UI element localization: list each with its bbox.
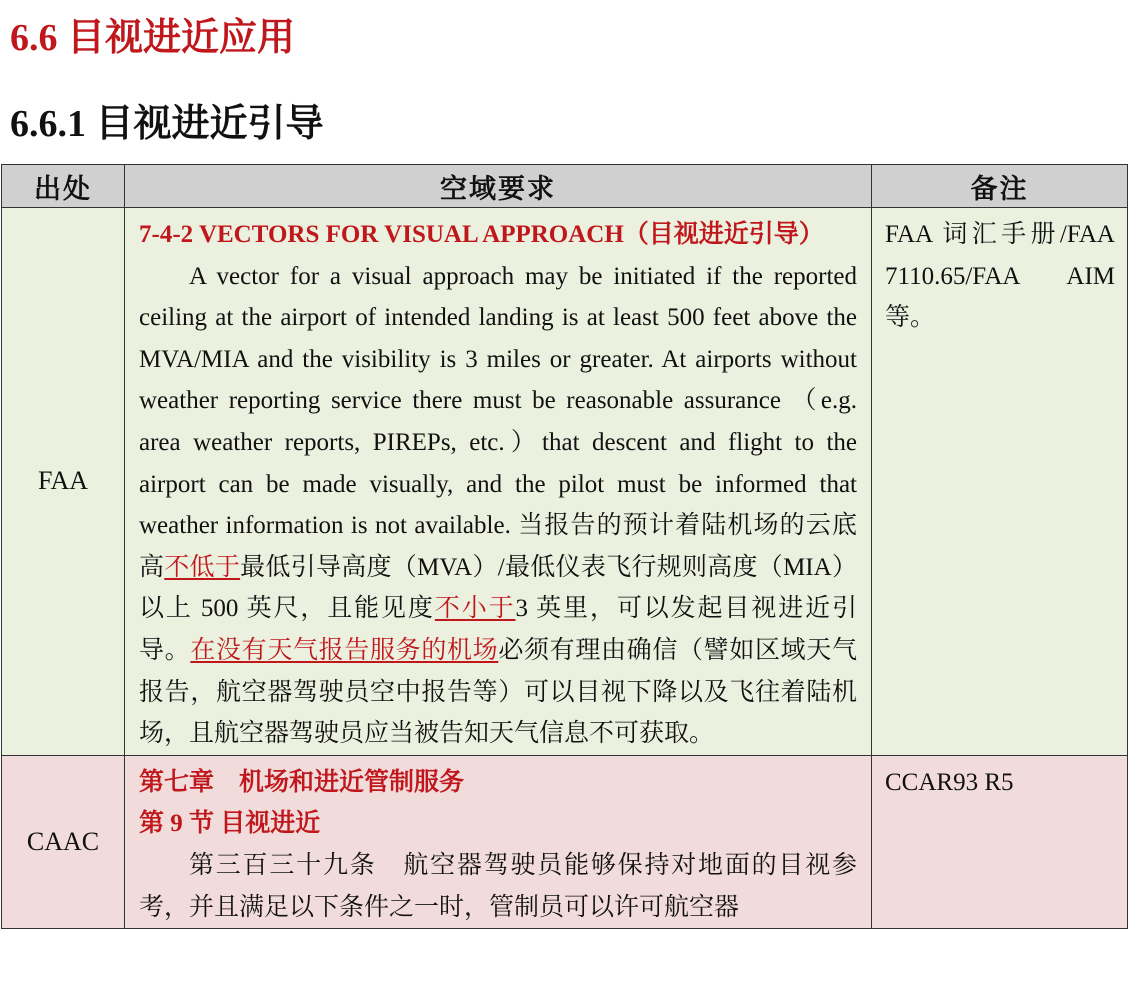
caac-requirement-text: 第三百三十九条 航空器驾驶员能够保持对地面的目视参考，并且满足以下条件之一时，管制员可以许可航空器	[139, 851, 857, 921]
caac-chapter-title: 第七章 机场和进近管制服务	[139, 768, 465, 796]
header-remarks: 备注	[872, 165, 1128, 208]
faa-chinese-text-1: 当报告的预计着陆机场的云底高	[139, 512, 857, 581]
faa-chinese-text-3: 3 英里，可以发起目视进近引导。	[139, 595, 857, 664]
requirements-table	[1, 164, 1128, 929]
faa-requirement-title: 7-4-2 VECTORS FOR VISUAL APPROACH（目视进近引导）	[139, 221, 824, 248]
header-source: 出处	[2, 165, 125, 208]
faa-highlight-no-weather-service: 在没有天气报告服务的机场	[190, 636, 499, 664]
source-cell-caac: CAAC	[2, 755, 125, 928]
table-header-row	[2, 165, 1128, 208]
subsection-title: 6.6.1 目视进近引导	[10, 103, 324, 145]
requirement-cell-caac	[125, 755, 872, 928]
remarks-cell-caac: CCAR93 R5	[872, 755, 1128, 928]
caac-section-title: 第 9 节 目视进近	[139, 810, 321, 838]
header-requirement: 空域要求	[125, 165, 872, 208]
faa-chinese-text-2: 最低引导高度（MVA）/最低仪表飞行规则高度（MIA）以上 500 英尺，且能见度	[139, 553, 857, 623]
section-title: 6.6 目视进近应用	[10, 17, 296, 59]
remarks-cell-faa: FAA 词汇手册/FAA 7110.65/FAA AIM 等。	[872, 208, 1128, 756]
faa-english-text: A vector for a visual approach may be initiated if the reported ceiling at the airport of intended landing is at least 500 feet above the MVA/MIA and the visibility is 3 miles or greater. At airports without weather reporting service there must be reasonable assurance （e.g. area weather reports, PIREPs, etc.）that descent and flight to the airport can be made visually, and the pilot must be informed that weather information is not available.	[139, 262, 857, 540]
source-cell-faa: FAA	[2, 208, 125, 756]
table-row-caac	[2, 755, 1128, 928]
table-row-faa	[2, 208, 1128, 756]
faa-highlight-not-less: 不小于	[434, 595, 516, 623]
faa-chinese-text-4: 必须有理由确信（譬如区域天气报告，航空器驾驶员空中报告等）可以目视下降以及飞往着陆机场，且航空器驾驶员应当被告知天气信息不可获取。	[139, 636, 857, 748]
requirement-cell-faa	[125, 208, 872, 756]
faa-requirement-text	[139, 256, 857, 755]
faa-highlight-not-lower: 不低于	[164, 553, 241, 581]
